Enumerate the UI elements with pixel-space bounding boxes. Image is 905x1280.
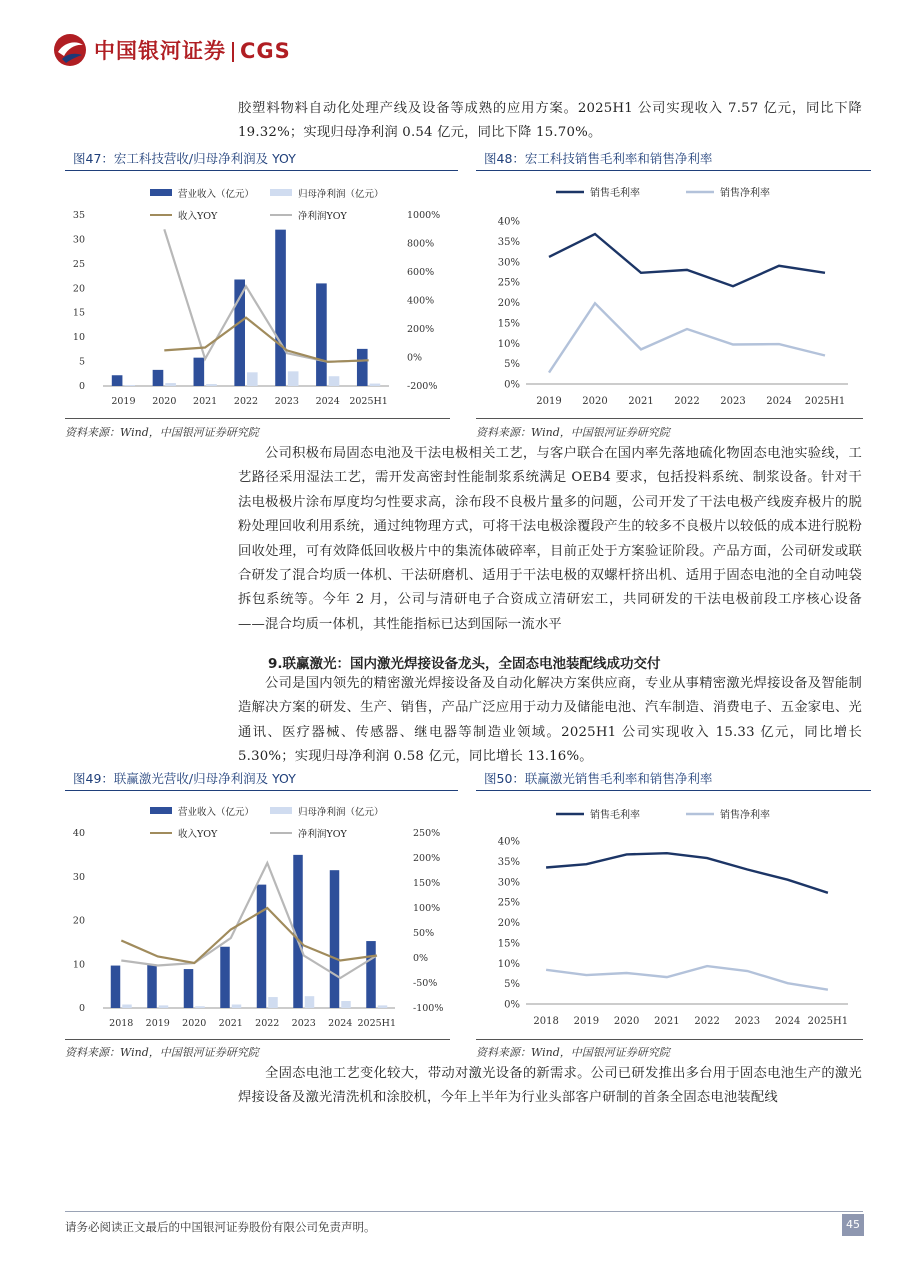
paragraph-1 [238,97,862,146]
x-tick-label: 2023 [291,1018,316,1029]
x-tick-label: 2021 [654,1016,680,1027]
y-tick: 15% [497,938,520,950]
y-tick: 0% [504,999,520,1011]
revenue-bar [330,870,339,1008]
header-logo [52,32,291,68]
legend-label-0: 营业收入（亿元） [178,189,255,200]
net-profit-bar [288,371,299,386]
x-tick-label: 2024 [328,1018,353,1029]
x-tick-label: 2020 [152,396,177,407]
y-tick: 20% [497,918,520,929]
y-tick: 20% [497,298,520,309]
legend-label-2: 收入YOY [178,211,218,222]
y-right-tick: 600% [407,267,435,278]
x-tick-label: 2021 [193,396,218,407]
legend-label-3: 净利润YOY [298,211,347,222]
x-tick-label: 2019 [111,396,136,407]
x-tick-label: 2018 [109,1018,134,1029]
fig50-source: 资料来源：Wind，中国银河证券研究院 [476,1046,670,1059]
fig49-source: 资料来源：Wind，中国银河证券研究院 [65,1046,259,1059]
legend-label-0: 销售毛利率 [590,188,640,199]
y-tick: 30% [497,877,520,889]
x-tick-label: 2025H1 [807,1016,849,1027]
legend-swatch-0 [150,807,172,814]
gross-margin-line [549,234,825,286]
net-profit-bar [206,384,217,386]
revenue-bar [275,230,286,386]
fig49-title: 图49：联赢激光营收/归母净利润及 YOY [65,768,458,791]
x-tick-label: 2020 [613,1016,640,1027]
y-tick: 10% [497,958,520,970]
net-margin-line [549,303,825,372]
y-left-tick: 20 [72,283,85,295]
brand-en: CGS [240,39,291,63]
y-tick: 30% [497,257,520,269]
net-profit-bar [159,1005,168,1008]
y-tick: 25% [497,897,520,909]
x-tick-label: 2020 [182,1018,207,1029]
y-left-tick: 35 [72,210,85,221]
x-tick-label: 2020 [582,396,608,407]
y-right-tick: 200% [413,853,441,864]
y-right-tick: 800% [407,238,435,250]
net-profit-bar [378,1005,387,1008]
brand-cn: 中国银河证券 [94,39,226,63]
paragraph-1-text: 胶塑料物料自动化处理产线及设备等成熟的应用方案。2025H1 公司实现收入 7.57 亿元，同比下降 19.32%；实现归母净利润 0.54 亿元，同比下降 15.70%。 [238,101,862,141]
fig47-source: 资料来源：Wind，中国银河证券研究院 [65,426,259,439]
y-tick: 40% [497,836,520,848]
revenue-bar [220,947,229,1008]
paragraph-2-text: 公司积极布局固态电池及干法电极相关工艺，与客户联合在国内率先落地硫化物固态电池实验线，工艺路径采用湿法工艺，需开发高密封性能制浆系统满足 OEB4 要求，包括投料系统、制浆设备。针对干法电极极片涂布厚度均匀性要求高，涂布段不良极片量多的问题，公司开发了干法电极产线废弃极片的脱粉处理回收利用系统，通过纯物理方式，可将干法电极涂覆段产生的较多不良极片以较低的成本进行脱粉回收处理，可有效降低回收极片中的集流体破碎率，目前正处于方案验证阶段。产品方面，公司研发或联合研发了混合均质一体机、干法研磨机、适用于干法电极的双螺杆挤出机、适用于固态电池的全自动吨袋拆包系统等。今年 2 月，公司与清研电子合资成立清研宏工，共同研发的干法电极前段工序核心设备——混合均质一体机，其性能指标已达到国际一流水平 [238,446,862,632]
net-profit-bar [305,996,314,1008]
y-right-tick: 0% [413,953,429,964]
revenue-bar [366,941,375,1008]
y-left-tick: 0 [78,1003,85,1014]
net-profit-bar [165,383,176,386]
x-tick-label: 2021 [218,1018,243,1029]
legend-label-2: 收入YOY [178,829,218,840]
legend-label-3: 净利润YOY [298,829,347,840]
x-tick-label: 2021 [628,396,654,407]
y-tick: 5% [504,979,520,991]
y-right-tick: -100% [413,1003,444,1014]
footer-divider [65,1211,863,1212]
footer-disclaimer: 请务必阅读正文最后的中国银河证券股份有限公司免责声明。 [65,1220,376,1234]
fig48-title: 图48：宏工科技销售毛利率和销售净利率 [476,148,871,171]
paragraph-2 [238,442,862,637]
revenue-bar [184,969,193,1008]
y-left-tick: 10 [72,959,85,971]
net-margin-line [546,966,828,990]
y-right-tick: 100% [413,903,441,914]
net-profit-bar [247,372,258,386]
y-left-tick: 20 [72,915,85,927]
revenue-bar [194,358,205,386]
y-tick: 15% [497,318,520,330]
fig48-source: 资料来源：Wind，中国银河证券研究院 [476,426,670,439]
y-right-tick: 200% [407,324,435,335]
legend-swatch-0 [150,189,172,196]
y-right-tick: 50% [413,928,435,939]
y-right-tick: 0% [407,352,423,364]
gross-margin-line [546,853,828,893]
fig49-chart [65,798,450,1036]
net-profit-bar [268,997,277,1008]
y-left-tick: 10 [72,332,85,344]
legend-label-1: 归母净利润（亿元） [298,189,384,200]
x-tick-label: 2023 [720,396,746,407]
legend-label-1: 销售净利率 [720,188,770,199]
y-left-tick: 30 [72,234,85,246]
page-number: 45 [842,1214,864,1236]
y-right-tick: -200% [407,381,438,392]
legend-label-1: 销售净利率 [720,810,770,821]
y-tick: 40% [497,216,520,228]
y-left-tick: 25 [72,258,85,270]
revenue-bar [147,965,156,1008]
revenue-bar [316,283,327,386]
y-left-tick: 15 [72,307,85,319]
y-tick: 35% [497,236,520,248]
y-right-tick: -50% [413,978,438,989]
paragraph-4 [238,1062,862,1111]
x-tick-label: 2022 [694,1016,720,1027]
paragraph-4-text: 全固态电池工艺变化较大，带动对激光设备的新需求。公司已研发推出多台用于固态电池生产的激光焊接设备及激光清洗机和涂胶机，今年上半年为行业头部客户研制的首条全固态电池装配线 [238,1066,862,1106]
legend-label-0: 营业收入（亿元） [178,807,255,818]
section-9-heading: 9.联赢激光：国内激光焊接设备龙头，全固态电池装配线成功交付 [268,656,661,672]
y-left-tick: 40 [72,828,85,839]
net-profit-bar [124,385,135,386]
revenue-bar [112,375,123,386]
paragraph-3 [238,672,862,770]
x-tick-label: 2022 [233,396,259,407]
x-tick-label: 2023 [274,396,299,407]
y-tick: 35% [497,856,520,868]
y-right-tick: 250% [413,828,441,839]
x-tick-label: 2022 [674,396,700,407]
fig48-chart [476,178,863,418]
net-profit-bar [370,384,381,386]
y-right-tick: 1000% [407,210,441,221]
revenue-bar [257,885,266,1008]
y-left-tick: 0 [78,381,85,392]
legend-swatch-1 [270,807,292,814]
y-left-tick: 5 [78,356,85,368]
fig50-title: 图50：联赢激光销售毛利率和销售净利率 [476,768,871,791]
x-tick-label: 2019 [573,1016,600,1027]
fig50-chart [476,798,863,1036]
y-tick: 0% [504,379,520,391]
x-tick-label: 2024 [774,1016,801,1027]
fig47-title: 图47：宏工科技营收/归母净利润及 YOY [65,148,458,171]
y-tick: 25% [497,277,520,289]
x-tick-label: 2019 [536,396,562,407]
paragraph-3-text: 公司是国内领先的精密激光焊接设备及自动化解决方案供应商，专业从事精密激光焊接设备及智能制造解决方案的研发、生产、销售，产品广泛应用于动力及储能电池、汽车制造、消费电子、五金家电、光通讯、医疗器械、传感器、继电器等制造业领域。2025H1 公司实现收入 15.33 亿元，同比增长 5.30%；实现归母净利润 0.58 亿元，同比增长 13.16%。 [238,676,862,765]
revenue-bar [111,966,120,1008]
x-tick-label: 2025H1 [804,396,846,407]
y-left-tick: 30 [72,871,85,883]
legend-label-0: 销售毛利率 [590,810,640,821]
y-tick: 5% [504,359,520,371]
fig47-chart [65,178,450,418]
net-profit-bar [195,1006,204,1008]
y-right-tick: 400% [407,295,435,307]
x-tick-label: 2025H1 [349,396,388,407]
revenue-bar [357,349,368,386]
net-profit-bar [329,376,340,386]
y-tick: 10% [497,338,520,350]
x-tick-label: 2023 [734,1016,761,1027]
revenue-bar [153,370,164,386]
x-tick-label: 2019 [145,1018,170,1029]
x-tick-label: 2024 [766,396,792,407]
x-tick-label: 2024 [315,396,340,407]
net-profit-bar [232,1005,241,1009]
x-tick-label: 2018 [533,1016,559,1027]
cgs-logo-icon [52,32,88,68]
x-tick-label: 2025H1 [357,1018,397,1029]
legend-label-1: 归母净利润（亿元） [298,807,384,818]
legend-swatch-1 [270,189,292,196]
net-profit-bar [122,1005,131,1009]
x-tick-label: 2022 [255,1018,280,1029]
y-right-tick: 150% [413,878,441,889]
net-profit-bar [341,1001,350,1008]
net-profit-yoy-line [164,229,368,361]
